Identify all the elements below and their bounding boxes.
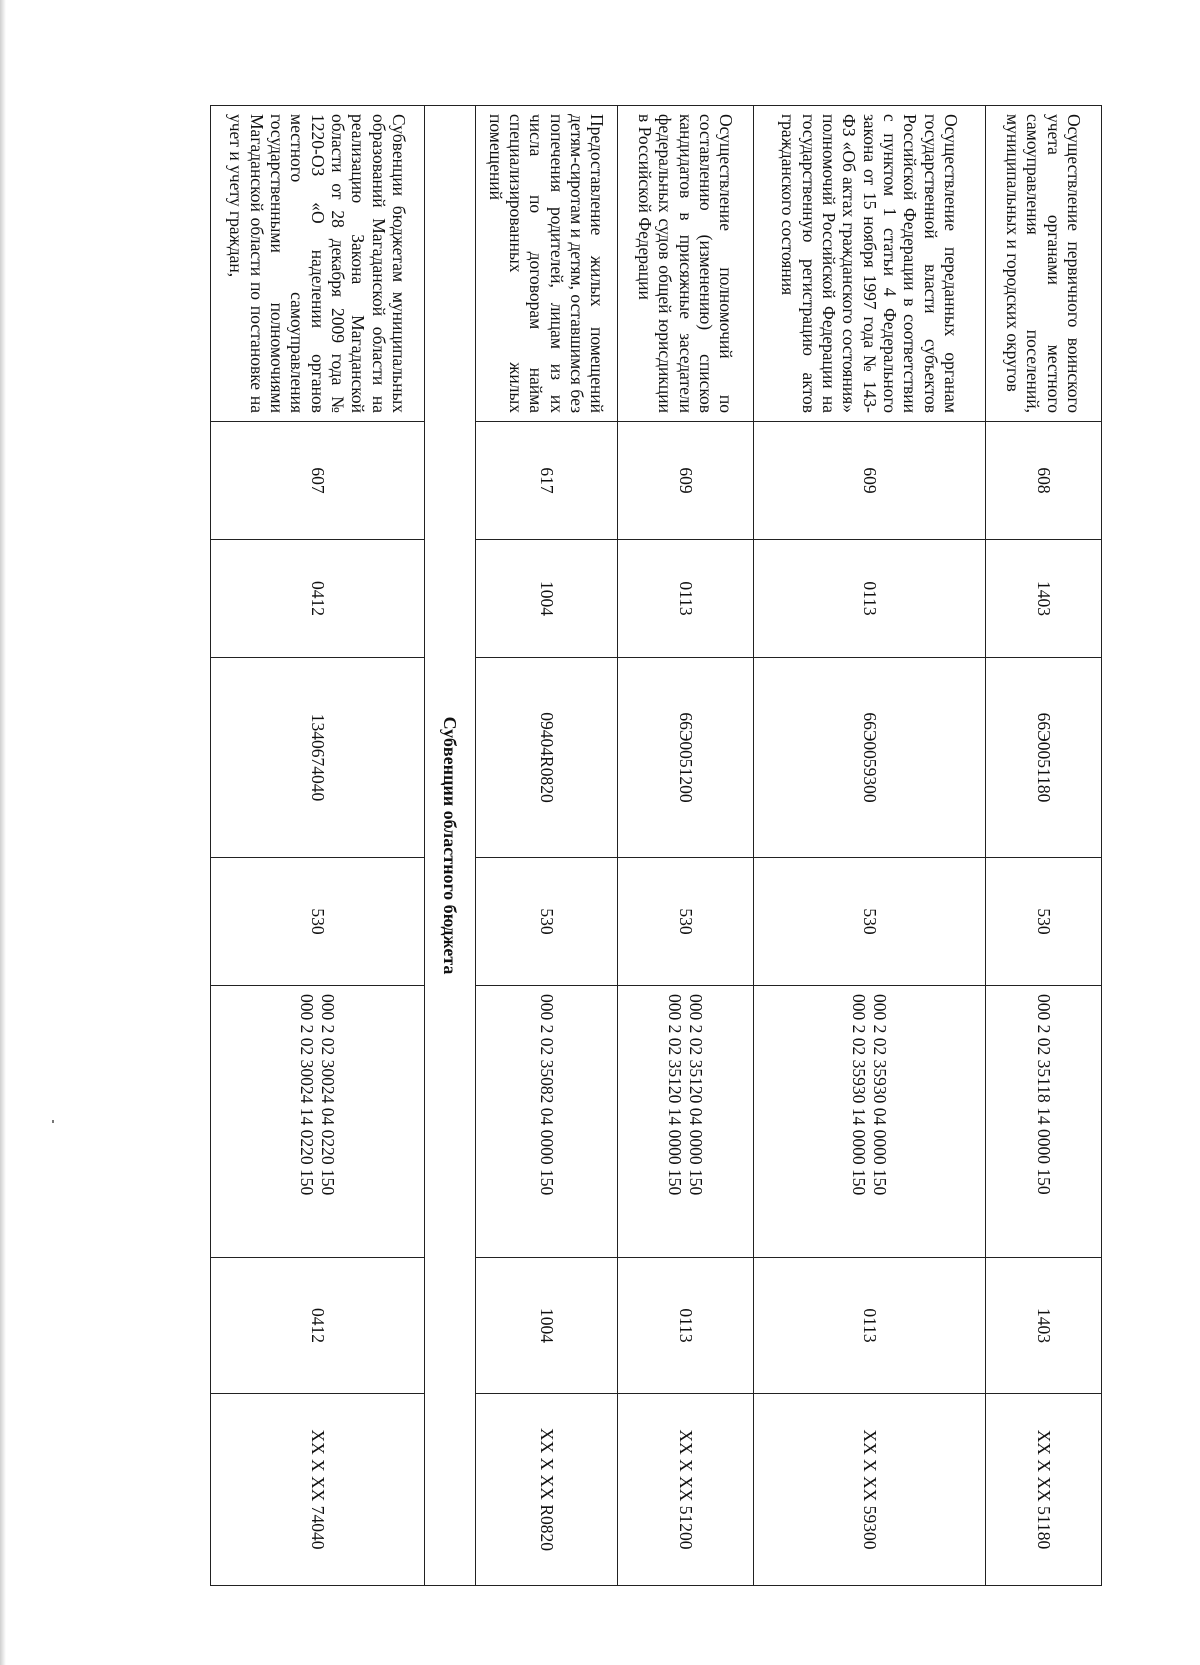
- row-description: Осуществление первичного воинского учета органами местного самоуправления поселений, муниципальных и городских округов: [986, 106, 1102, 422]
- section-code-2: 0113: [618, 1258, 754, 1394]
- classifier-code: XX X XX 59300: [754, 1394, 986, 1586]
- expense-type: 530: [754, 858, 986, 986]
- table-row: [476, 106, 618, 1586]
- table-row: [618, 106, 754, 1586]
- section-code: 0412: [211, 540, 425, 658]
- revenue-code: 000 2 02 35082 04 0000 150: [536, 994, 557, 1196]
- target-code: 66Э0051180: [986, 658, 1102, 858]
- classifier-code: XX X XX 51180: [986, 1394, 1102, 1586]
- revenue-code: 000 2 02 35930 14 0000 150: [849, 994, 870, 1196]
- revenue-code: 000 2 02 35120 14 0000 150: [665, 994, 686, 1196]
- expense-type: 530: [986, 858, 1102, 986]
- expense-type: 530: [618, 858, 754, 986]
- revenue-codes: [618, 986, 754, 1258]
- target-code: 1340674040: [211, 658, 425, 858]
- admin-code: 609: [618, 422, 754, 540]
- admin-code: 608: [986, 422, 1102, 540]
- subvention-table: [210, 105, 1102, 1586]
- section-code-2: 1403: [986, 1258, 1102, 1394]
- section-header: Субвенции областного бюджета: [425, 106, 476, 1586]
- target-code: 66Э0059300: [754, 658, 986, 858]
- section-header-row: [425, 106, 476, 1586]
- row-description: Предоставление жилых помещений детям-сиротам и детям, оставшимся без попечения родителей, лицам из их числа по договорам найма специализированных жилых помещений: [476, 106, 618, 422]
- row-description: Осуществление переданных органам государственной власти субъектов Российской Федерации в соответствии с пунктом 1 статьи 4 Федерального закона от 15 ноября 1997 года № 143-ФЗ «Об актах гражданского состояния» полномочий Российской Федерации на государственную регистрацию актов гражданского состояния: [754, 106, 986, 422]
- classifier-code: XX X XX 74040: [211, 1394, 425, 1586]
- revenue-code: 000 2 02 35120 04 0000 150: [685, 994, 706, 1196]
- table-row: [211, 106, 425, 1586]
- admin-code: 617: [476, 422, 618, 540]
- row-description: Осуществление полномочий по составлению (изменению) списков кандидатов в присяжные заседатели федеральных судов общей юрисдикции в Российской Федерации: [618, 106, 754, 422]
- section-code: 0113: [618, 540, 754, 658]
- row-description: Субвенции бюджетам муниципальных образований Магаданской области на реализацию Закона Магаданской области от 28 декабря 2009 года № 1220-ОЗ «О наделении органов местного самоуправления государственными полномочиями Магаданской области по постановке на учет и учету граждан,: [211, 106, 425, 422]
- revenue-code: 000 2 02 35930 04 0000 150: [869, 994, 890, 1196]
- scan-speck: [52, 1120, 54, 1123]
- section-code: 0113: [754, 540, 986, 658]
- scan-edge: [0, 0, 6, 1665]
- expense-type: 530: [476, 858, 618, 986]
- revenue-codes: [986, 986, 1102, 1258]
- revenue-codes: [476, 986, 618, 1258]
- section-code: 1403: [986, 540, 1102, 658]
- section-code-2: 1004: [476, 1258, 618, 1394]
- revenue-code: 000 2 02 30024 04 0220 150: [317, 994, 338, 1196]
- classifier-code: XX X XX 51200: [618, 1394, 754, 1586]
- section-code: 1004: [476, 540, 618, 658]
- table-row: [986, 106, 1102, 1586]
- target-code: 09404R0820: [476, 658, 618, 858]
- admin-code: 607: [211, 422, 425, 540]
- revenue-codes: [754, 986, 986, 1258]
- target-code: 66Э0051200: [618, 658, 754, 858]
- table-row: [754, 106, 986, 1586]
- section-code-2: 0113: [754, 1258, 986, 1394]
- expense-type: 530: [211, 858, 425, 986]
- revenue-code: 000 2 02 30024 14 0220 150: [297, 994, 318, 1196]
- rotated-page: [177, 105, 1102, 1585]
- revenue-code: 000 2 02 35118 14 0000 150: [1033, 994, 1054, 1195]
- section-code-2: 0412: [211, 1258, 425, 1394]
- admin-code: 609: [754, 422, 986, 540]
- revenue-codes: [211, 986, 425, 1258]
- classifier-code: XX X XX R0820: [476, 1394, 618, 1586]
